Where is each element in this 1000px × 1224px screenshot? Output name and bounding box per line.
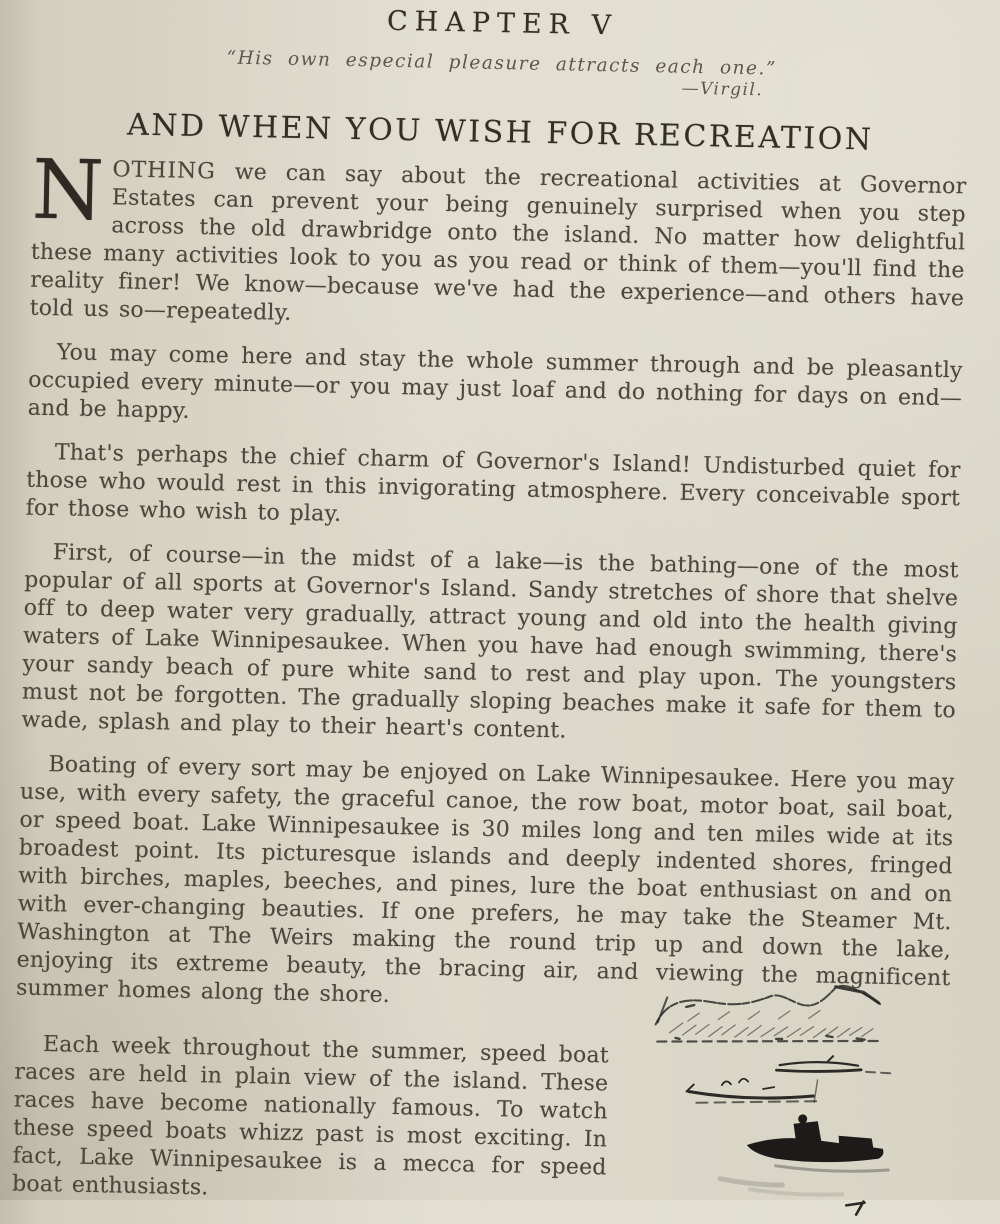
- ink-mark: [846, 1201, 864, 1214]
- drop-cap: N: [31, 142, 105, 240]
- boats-illustration-svg: [624, 969, 951, 1223]
- paragraph-1: [29, 142, 967, 342]
- paragraph-3: That's perhaps the chief charm of Governor's Island! Undisturbed quiet for those who would rest in this invigorating atmosphere. Every conceivable sport for those who wish to play.: [25, 440, 961, 527]
- body-text: [11, 142, 967, 1218]
- rowboat-sketch: [776, 1055, 894, 1073]
- speedboat-sketch: [720, 1113, 890, 1196]
- paragraph-5: [16, 751, 955, 1022]
- paragraph-5-text-before-image: Boating of every sort may be enjoyed on Lake Winnipesaukee. Here you may use, with every safety, the graceful canoe, the row boat, motor boat, sail boat, or speed boat. Lake Winnipesaukee is 30 miles long and ten miles wide at its broadest point. Its picturesque islands and deeply indented shores, fringed with birches, maples, beeches, and pines, lure the boat enthusiast on and on with ever-changing beauties. If one prefers, he may take the Steamer Mt. Washington at The Weirs making the round trip up and down the lake, enjoying its extreme: [16, 752, 955, 978]
- paragraph-1-lead: OTHING: [112, 157, 217, 185]
- epigraph: [181, 47, 822, 102]
- paragraph-1-text: we can say about the recreational activities at Governor Estates can prevent your being genuinely surprised when you step across the old drawbridge onto the island. No matter how delightful these many activities look to you as you read or think of them—you'll find the reality finer! We know—because we've had the experience—and others have told us so—repeatedly.: [29, 159, 967, 326]
- canoe-sketch: [686, 1077, 819, 1105]
- paragraph-6: Each week throughout the summer, speed boat races are held in plain view of the island. These races have become nationally famous. To watch these speed boats whizz past is most exciting. In fact, Lake Winnipesaukee is a mecca for speed boat enthusiasts.: [11, 1032, 610, 1201]
- boats-illustration: [624, 969, 951, 1223]
- epigraph-quote: “His own especial pleasure attracts each one.”: [226, 47, 777, 80]
- page-title: AND WHEN YOU WISH FOR RECREATION: [126, 107, 874, 158]
- shoreline-sketch: [655, 982, 883, 1046]
- paragraph-5-text-after-image: beauty, the bracing air, and viewing the magnificent summer homes along the shore.: [15, 952, 951, 1008]
- epigraph-attribution: —Virgil.: [681, 78, 764, 101]
- paragraph-4: First, of course—in the midst of a lake—is the bathing—one of the most popular of all sports at Governor's Island. Sandy stretches of shore that shelve off to deep water very gradually, attract young and old into the health giving waters of Lake Winnipesaukee. When you have had enough swimming, there's your sandy beach of pure white sand to rest and play upon. The youngsters must not be forgotten. The gradually sloping beaches make it safe for them to wade, splash and play to their heart's content.: [21, 540, 959, 744]
- paragraph-2: You may come here and stay the whole summer through and be pleasantly occupied every minute—or you may just loaf and do nothing for days on end—and be happy.: [27, 340, 963, 424]
- chapter-title: CHAPTER V: [386, 5, 619, 42]
